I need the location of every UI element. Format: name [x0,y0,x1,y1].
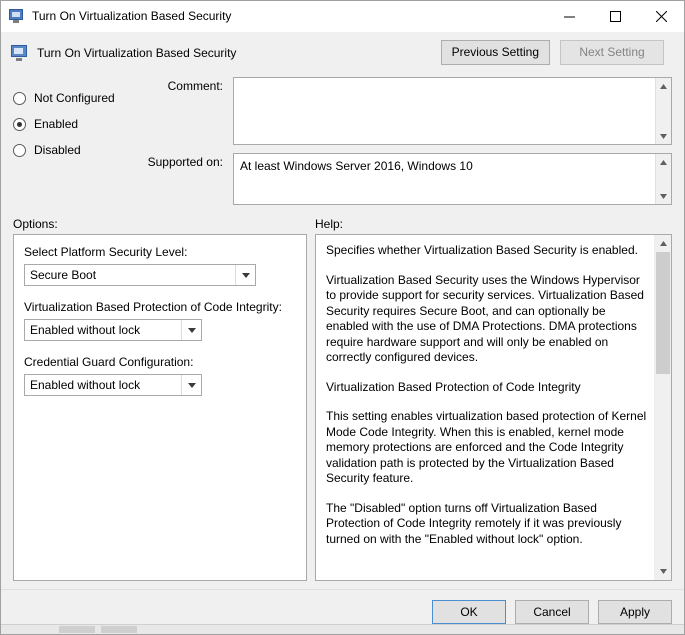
scroll-track[interactable] [656,170,671,188]
taskbar-item[interactable] [59,626,95,633]
chevron-down-icon[interactable] [181,375,201,395]
scroll-up-icon[interactable] [656,78,671,94]
credential-guard-label: Credential Guard Configuration: [24,355,194,369]
help-paragraph: The "Disabled" option turns off Virtualization Based Protection of Code Integrity remotely if it was previously turned on with the "Enabled without lock" option. [326,500,622,546]
code-integrity-label: Virtualization Based Protection of Code Integrity: [24,300,282,314]
comment-scrollbar[interactable] [655,78,671,144]
setting-icon [11,44,29,62]
platform-security-level-select[interactable] [24,264,256,286]
ok-button[interactable]: OK [432,600,506,624]
supported-on-scrollbar[interactable] [655,154,671,204]
scroll-down-icon[interactable] [656,188,671,204]
scroll-up-icon[interactable] [655,235,671,252]
credential-guard-value: Enabled without lock [30,378,141,392]
comment-row [131,77,672,145]
help-text [326,243,649,547]
scroll-track[interactable] [655,252,671,563]
minimize-icon[interactable] [546,1,592,31]
help-panel [315,234,672,581]
chevron-down-icon[interactable] [235,265,255,285]
panel-labels [1,213,684,234]
platform-security-level-value: Secure Boot [30,268,97,282]
policy-setting-icon [9,8,25,24]
help-paragraph: Specifies whether Virtualization Based Security is enabled. [326,243,638,257]
title-bar [1,1,684,32]
radio-disabled[interactable] [13,137,131,163]
supported-on-value: At least Windows Server 2016, Windows 10 [240,159,473,173]
setting-title: Turn On Virtualization Based Security [37,45,237,60]
window-controls [546,1,684,31]
credential-guard-group [24,355,296,396]
window-title: Turn On Virtualization Based Security [32,9,232,23]
state-radio-group [13,77,131,213]
radio-enabled[interactable] [13,111,131,137]
code-integrity-value: Enabled without lock [30,323,141,337]
scroll-thumb[interactable] [656,252,670,374]
supported-on-label: Supported on: [147,155,223,169]
credential-guard-select[interactable] [24,374,202,396]
radio-label: Enabled [34,117,79,131]
options-panel [13,234,307,581]
platform-security-level-label: Select Platform Security Level: [24,245,188,259]
radio-not-configured[interactable] [13,85,131,111]
scroll-up-icon[interactable] [656,154,671,170]
help-scrollbar[interactable] [654,235,671,580]
options-label: Options: [13,217,58,231]
radio-indicator [13,144,26,157]
apply-button[interactable]: Apply [598,600,672,624]
taskbar-strip [1,624,684,634]
previous-setting-button[interactable]: Previous Setting [441,40,550,65]
scroll-down-icon[interactable] [655,563,671,580]
supported-on-row [131,153,672,205]
code-integrity-select[interactable] [24,319,202,341]
help-paragraph: Virtualization Based Protection of Code Integrity [326,379,581,394]
navigation-buttons [441,40,664,65]
platform-security-level-group [24,245,296,286]
radio-label: Disabled [34,143,81,157]
help-paragraph: This setting enables virtualization based protection of Kernel Mode Code Integrity. When this is enabled, kernel mode memory protections are enforced and the Code Integrity validation path is protected by the Virtualization Based Security feature. [326,409,647,485]
scroll-track[interactable] [656,94,671,128]
taskbar-item[interactable] [101,626,137,633]
setting-header [1,32,684,71]
state-and-metadata [1,71,684,213]
metadata-fields [131,77,672,213]
supported-on-textarea [233,153,672,205]
help-label: Help: [315,217,344,231]
next-setting-button: Next Setting [560,40,664,65]
chevron-down-icon[interactable] [181,320,201,340]
maximize-icon[interactable] [592,1,638,31]
cancel-button[interactable]: Cancel [515,600,589,624]
comment-textarea[interactable] [233,77,672,145]
help-paragraph: Virtualization Based Security uses the Windows Hypervisor to provide support for security services. Virtualization Based Security requires Secure Boot, and can optionally be enabled with the use of DMA Protections. DMA protections require hardware support and will only be enabled on correctly configured devices. [326,272,644,364]
radio-label: Not Configured [34,91,115,105]
comment-label: Comment: [167,79,223,93]
scroll-down-icon[interactable] [656,128,671,144]
radio-indicator [13,92,26,105]
code-integrity-group [24,300,296,341]
panels-area [1,234,684,589]
radio-indicator [13,118,26,131]
close-icon[interactable] [638,1,684,31]
